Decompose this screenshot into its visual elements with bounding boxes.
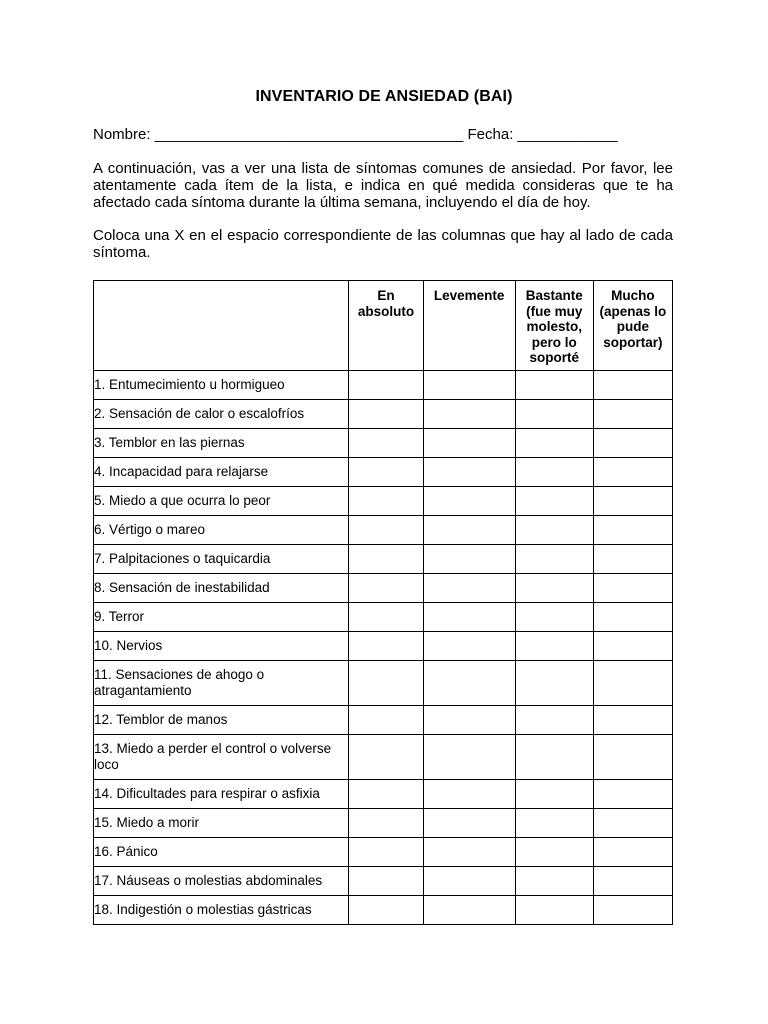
- answer-bastante-cell[interactable]: [515, 867, 593, 896]
- answer-mucho-cell[interactable]: [593, 603, 672, 632]
- answer-levemente-cell[interactable]: [423, 371, 515, 400]
- answer-bastante-cell[interactable]: [515, 603, 593, 632]
- answer-levemente-cell[interactable]: [423, 706, 515, 735]
- answer-levemente-cell[interactable]: [423, 632, 515, 661]
- answer-en-absoluto-cell[interactable]: [349, 371, 423, 400]
- answer-levemente-cell[interactable]: [423, 838, 515, 867]
- answer-mucho-cell[interactable]: [593, 487, 672, 516]
- symptom-label: 2. Sensación de calor o escalofríos: [94, 400, 349, 429]
- instructions-paragraph: A continuación, vas a ver una lista de síntomas comunes de ansiedad. Por favor, lee atentamente cada ítem de la lista, e indica en qué medida consideras que te ha afectado cada síntoma durante la última semana, incluyendo el día de hoy.: [93, 160, 673, 211]
- answer-bastante-cell[interactable]: [515, 487, 593, 516]
- symptom-label: 8. Sensación de inestabilidad: [94, 574, 349, 603]
- header-bastante: Bastante (fue muy molesto, pero lo soporté: [515, 281, 593, 371]
- symptom-label: 1. Entumecimiento u hormigueo: [94, 371, 349, 400]
- answer-en-absoluto-cell[interactable]: [349, 429, 423, 458]
- answer-levemente-cell[interactable]: [423, 603, 515, 632]
- answer-mucho-cell[interactable]: [593, 632, 672, 661]
- table-row: [94, 545, 673, 574]
- answer-bastante-cell[interactable]: [515, 706, 593, 735]
- table-row: [94, 574, 673, 603]
- table-row: [94, 400, 673, 429]
- answer-mucho-cell[interactable]: [593, 400, 672, 429]
- answer-bastante-cell[interactable]: [515, 545, 593, 574]
- answer-bastante-cell[interactable]: [515, 458, 593, 487]
- answer-en-absoluto-cell[interactable]: [349, 809, 423, 838]
- answer-en-absoluto-cell[interactable]: [349, 706, 423, 735]
- name-date-line[interactable]: Nombre: _____________________________________ Fecha: ____________: [93, 126, 618, 143]
- answer-mucho-cell[interactable]: [593, 896, 672, 925]
- answer-en-absoluto-cell[interactable]: [349, 735, 423, 780]
- answer-levemente-cell[interactable]: [423, 487, 515, 516]
- symptom-label: 12. Temblor de manos: [94, 706, 349, 735]
- answer-mucho-cell[interactable]: [593, 809, 672, 838]
- table-row: [94, 661, 673, 706]
- symptom-label: 17. Náuseas o molestias abdominales: [94, 867, 349, 896]
- table-row: [94, 838, 673, 867]
- answer-levemente-cell[interactable]: [423, 809, 515, 838]
- table-row: [94, 809, 673, 838]
- answer-levemente-cell[interactable]: [423, 400, 515, 429]
- table-row: [94, 780, 673, 809]
- table-row: [94, 867, 673, 896]
- answer-bastante-cell[interactable]: [515, 838, 593, 867]
- answer-bastante-cell[interactable]: [515, 809, 593, 838]
- answer-bastante-cell[interactable]: [515, 896, 593, 925]
- header-levemente: Levemente: [423, 281, 515, 371]
- answer-mucho-cell[interactable]: [593, 371, 672, 400]
- answer-bastante-cell[interactable]: [515, 429, 593, 458]
- answer-bastante-cell[interactable]: [515, 371, 593, 400]
- answer-bastante-cell[interactable]: [515, 400, 593, 429]
- table-row: [94, 429, 673, 458]
- answer-mucho-cell[interactable]: [593, 545, 672, 574]
- answer-en-absoluto-cell[interactable]: [349, 603, 423, 632]
- answer-en-absoluto-cell[interactable]: [349, 574, 423, 603]
- answer-levemente-cell[interactable]: [423, 780, 515, 809]
- symptom-label: 14. Dificultades para respirar o asfixia: [94, 780, 349, 809]
- answer-en-absoluto-cell[interactable]: [349, 867, 423, 896]
- answer-bastante-cell[interactable]: [515, 661, 593, 706]
- answer-bastante-cell[interactable]: [515, 780, 593, 809]
- answer-en-absoluto-cell[interactable]: [349, 780, 423, 809]
- answer-en-absoluto-cell[interactable]: [349, 661, 423, 706]
- table-row: [94, 516, 673, 545]
- symptom-label: 13. Miedo a perder el control o volverse loco: [94, 735, 349, 780]
- answer-levemente-cell[interactable]: [423, 458, 515, 487]
- answer-bastante-cell[interactable]: [515, 574, 593, 603]
- header-en-absoluto: En absoluto: [349, 281, 423, 371]
- answer-en-absoluto-cell[interactable]: [349, 545, 423, 574]
- answer-en-absoluto-cell[interactable]: [349, 487, 423, 516]
- answer-en-absoluto-cell[interactable]: [349, 632, 423, 661]
- answer-levemente-cell[interactable]: [423, 516, 515, 545]
- table-row: [94, 458, 673, 487]
- answer-en-absoluto-cell[interactable]: [349, 838, 423, 867]
- symptom-label: 5. Miedo a que ocurra lo peor: [94, 487, 349, 516]
- answer-bastante-cell[interactable]: [515, 516, 593, 545]
- answer-mucho-cell[interactable]: [593, 574, 672, 603]
- answer-mucho-cell[interactable]: [593, 867, 672, 896]
- table-row: [94, 896, 673, 925]
- header-symptom: [94, 281, 349, 371]
- answer-mucho-cell[interactable]: [593, 838, 672, 867]
- answer-en-absoluto-cell[interactable]: [349, 896, 423, 925]
- answer-mucho-cell[interactable]: [593, 516, 672, 545]
- table-row: [94, 603, 673, 632]
- answer-levemente-cell[interactable]: [423, 867, 515, 896]
- answer-levemente-cell[interactable]: [423, 545, 515, 574]
- answer-mucho-cell[interactable]: [593, 735, 672, 780]
- symptom-label: 7. Palpitaciones o taquicardia: [94, 545, 349, 574]
- symptom-label: 10. Nervios: [94, 632, 349, 661]
- answer-mucho-cell[interactable]: [593, 429, 672, 458]
- answer-levemente-cell[interactable]: [423, 735, 515, 780]
- header-mucho: Mucho (apenas lo pude soportar): [593, 281, 672, 371]
- answer-levemente-cell[interactable]: [423, 574, 515, 603]
- symptom-table: [93, 280, 673, 925]
- answer-levemente-cell[interactable]: [423, 429, 515, 458]
- answer-mucho-cell[interactable]: [593, 458, 672, 487]
- table-row: [94, 735, 673, 780]
- answer-levemente-cell[interactable]: [423, 896, 515, 925]
- answer-mucho-cell[interactable]: [593, 780, 672, 809]
- symptom-label: 6. Vértigo o mareo: [94, 516, 349, 545]
- symptom-label: 18. Indigestión o molestias gástricas: [94, 896, 349, 925]
- form-title: INVENTARIO DE ANSIEDAD (BAI): [255, 88, 513, 105]
- table-row: [94, 706, 673, 735]
- answer-en-absoluto-cell[interactable]: [349, 400, 423, 429]
- table-row: [94, 487, 673, 516]
- answer-en-absoluto-cell[interactable]: [349, 516, 423, 545]
- symptom-label: 9. Terror: [94, 603, 349, 632]
- answer-mucho-cell[interactable]: [593, 661, 672, 706]
- table-header-row: [94, 281, 673, 371]
- answer-en-absoluto-cell[interactable]: [349, 458, 423, 487]
- table-row: [94, 632, 673, 661]
- answer-bastante-cell[interactable]: [515, 735, 593, 780]
- table-row: [94, 371, 673, 400]
- symptom-label: 3. Temblor en las piernas: [94, 429, 349, 458]
- symptom-label: 4. Incapacidad para relajarse: [94, 458, 349, 487]
- answer-bastante-cell[interactable]: [515, 632, 593, 661]
- symptom-label: 11. Sensaciones de ahogo o atragantamiento: [94, 661, 349, 706]
- symptom-label: 15. Miedo a morir: [94, 809, 349, 838]
- symptom-label: 16. Pánico: [94, 838, 349, 867]
- answer-mucho-cell[interactable]: [593, 706, 672, 735]
- answer-levemente-cell[interactable]: [423, 661, 515, 706]
- marking-instructions: Coloca una X en el espacio correspondiente de las columnas que hay al lado de cada síntoma.: [93, 227, 673, 261]
